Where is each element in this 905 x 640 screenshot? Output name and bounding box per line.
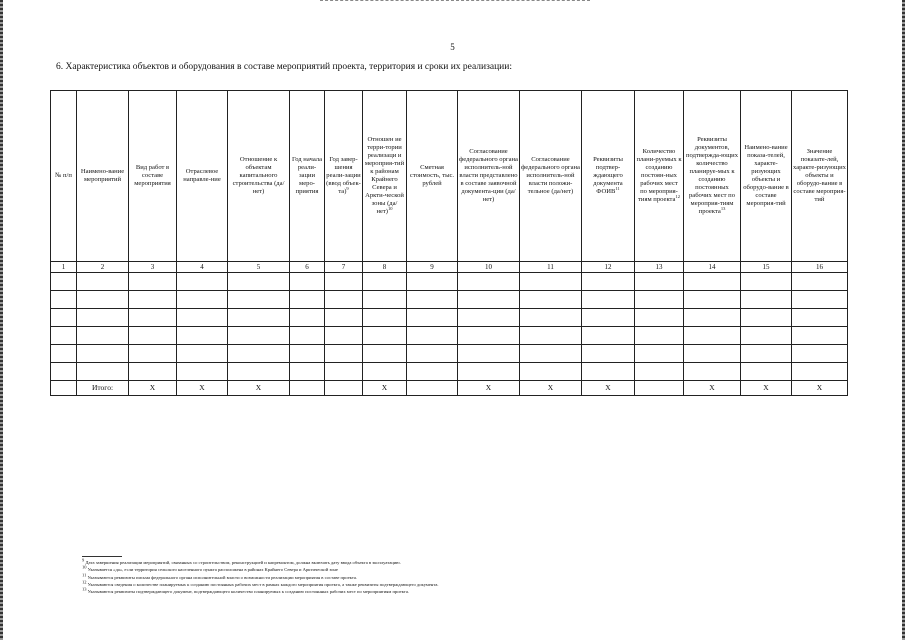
table-cell	[290, 327, 325, 345]
table-cell	[228, 345, 290, 363]
table-cell	[520, 273, 582, 291]
footnote-text: Указывается «да», если территория сельского населенного пункта расположена в районах Крайнего Севера и Арктической зоне	[87, 567, 338, 573]
table-cell	[635, 309, 684, 327]
table-row	[51, 273, 848, 291]
column-header-text: Количество плани-руемых к созданию постоян-ных рабочих мест по мероприя-тиям проекта	[636, 147, 682, 204]
table-cell	[582, 327, 635, 345]
column-header	[520, 91, 582, 262]
column-number-cell: 8	[363, 262, 407, 273]
footnote	[82, 566, 782, 573]
footnote-ref: 9	[346, 185, 349, 191]
table-cell	[684, 345, 741, 363]
column-header	[741, 91, 792, 262]
column-number-cell: 4	[177, 262, 228, 273]
footnote-mark: 13	[82, 586, 87, 592]
total-cell: Х	[792, 381, 848, 396]
table-cell	[635, 345, 684, 363]
table-cell	[290, 273, 325, 291]
column-header-text: Согласование федерального органа исполнитель-ной власти положи-тельное (да/нет)	[521, 155, 580, 196]
table-cell	[741, 363, 792, 381]
table-cell	[228, 363, 290, 381]
table-cell	[635, 291, 684, 309]
table-cell	[582, 309, 635, 327]
column-number-row	[51, 262, 848, 273]
table-cell	[458, 273, 520, 291]
table-cell	[792, 309, 848, 327]
footnote	[82, 574, 782, 581]
column-header-text: Наимено-вание показа-телей, характе-ризующих объекты и оборудо-вание в составе мероприя-тий	[743, 143, 789, 208]
table-cell	[290, 363, 325, 381]
table-cell	[290, 345, 325, 363]
column-number-cell: 5	[228, 262, 290, 273]
table-cell	[684, 327, 741, 345]
table-cell	[51, 345, 77, 363]
table-cell	[77, 363, 129, 381]
table-cell	[228, 291, 290, 309]
column-header-text: Значение показате-лей, характе-ризующих объекты и оборудо-вание в составе мероприя-тий	[793, 147, 846, 204]
table-cell	[290, 309, 325, 327]
page-edge-top	[320, 0, 590, 2]
table-cell	[458, 327, 520, 345]
table-cell	[325, 363, 363, 381]
table-cell	[129, 291, 177, 309]
total-cell: Х	[228, 381, 290, 396]
table-cell	[520, 345, 582, 363]
total-cell: Х	[177, 381, 228, 396]
column-header-text: Вид работ в составе мероприятия	[134, 163, 171, 188]
table-cell	[741, 291, 792, 309]
table-cell	[520, 363, 582, 381]
table-cell	[520, 309, 582, 327]
table-cell	[635, 273, 684, 291]
table-cell	[228, 273, 290, 291]
table-cell	[51, 327, 77, 345]
footnotes	[82, 559, 782, 595]
column-header	[458, 91, 520, 262]
table-header-row	[51, 91, 848, 262]
footnote	[82, 559, 782, 566]
table-cell	[684, 291, 741, 309]
table-cell	[325, 327, 363, 345]
column-header	[228, 91, 290, 262]
column-header	[77, 91, 129, 262]
total-cell: Х	[582, 381, 635, 396]
table-cell	[177, 291, 228, 309]
total-cell: Итого:	[77, 381, 129, 396]
table-row	[51, 309, 848, 327]
footnote-mark: 11	[82, 572, 87, 578]
table-cell	[77, 327, 129, 345]
column-header	[290, 91, 325, 262]
table-cell	[582, 363, 635, 381]
footnote-ref: 11	[615, 185, 620, 191]
table-cell	[129, 327, 177, 345]
table-cell	[177, 363, 228, 381]
table-cell	[51, 309, 77, 327]
column-number-cell: 1	[51, 262, 77, 273]
column-header	[177, 91, 228, 262]
table-cell	[129, 363, 177, 381]
total-cell: Х	[741, 381, 792, 396]
table-cell	[325, 291, 363, 309]
column-number-cell: 11	[520, 262, 582, 273]
table-cell	[792, 273, 848, 291]
table-cell	[325, 345, 363, 363]
column-header-text: Согласование федерального органа исполнитель-ной власти представлено в составе заявочной документа-ции (да/нет)	[459, 147, 518, 204]
column-header	[792, 91, 848, 262]
table-cell	[458, 345, 520, 363]
total-cell: Х	[684, 381, 741, 396]
column-number-cell: 15	[741, 262, 792, 273]
table-cell	[582, 345, 635, 363]
column-number-cell: 13	[635, 262, 684, 273]
table-cell	[325, 309, 363, 327]
column-number-cell: 10	[458, 262, 520, 273]
table-cell	[407, 273, 458, 291]
table-cell	[407, 291, 458, 309]
column-number-cell: 14	[684, 262, 741, 273]
column-number-cell: 16	[792, 262, 848, 273]
table-cell	[363, 345, 407, 363]
table-cell	[51, 273, 77, 291]
table-cell	[363, 363, 407, 381]
table-cell	[51, 363, 77, 381]
table-cell	[520, 327, 582, 345]
column-header-text: Отношен ие терри-тории реализаци и мероприя-тий к районам Крайнего Севера и Аркти-ческой зоны (да/нет)	[364, 135, 405, 216]
table-cell	[458, 291, 520, 309]
table-cell	[290, 291, 325, 309]
footnote	[82, 581, 782, 588]
footnote-text: Дата завершения реализации мероприятий, связанных со строительством, реконструкцией и капремонтом, должна включать дату ввода объекта в эксплуатацию.	[85, 560, 401, 565]
table-row	[51, 327, 848, 345]
total-cell: Х	[458, 381, 520, 396]
column-header-text: Год начала реали-зации меро-приятия	[291, 155, 323, 196]
footnote-mark: 9	[82, 557, 85, 563]
table-cell	[741, 345, 792, 363]
footnote-mark: 10	[82, 564, 87, 570]
column-header-text: Реквизиты документов, подтвержда-ющих количество планируе-мых к созданию постоянных рабочих мест по мероприя-тиям проекта	[685, 135, 739, 216]
column-header-text: Отраслевое направле-ние	[183, 167, 221, 183]
footnote-ref: 12	[675, 193, 680, 199]
column-number-cell: 12	[582, 262, 635, 273]
total-cell	[635, 381, 684, 396]
column-header-text: № п/п	[55, 171, 72, 179]
table-cell	[177, 309, 228, 327]
total-cell	[51, 381, 77, 396]
table-cell	[129, 273, 177, 291]
column-header-text: Сметная стоимость, тыс. рублей	[409, 163, 455, 188]
table-cell	[684, 273, 741, 291]
table-cell	[792, 345, 848, 363]
table-cell	[407, 363, 458, 381]
column-header	[51, 91, 77, 262]
column-header	[582, 91, 635, 262]
table-cell	[363, 273, 407, 291]
footnote-ref: 10	[388, 205, 393, 211]
table-cell	[129, 345, 177, 363]
column-header	[407, 91, 458, 262]
table-cell	[792, 363, 848, 381]
table-cell	[458, 309, 520, 327]
total-cell: Х	[363, 381, 407, 396]
column-header-text: Наимено-вание мероприятий	[80, 167, 125, 183]
table-cell	[407, 345, 458, 363]
table-cell	[77, 345, 129, 363]
column-header	[129, 91, 177, 262]
table-cell	[684, 309, 741, 327]
table-cell	[363, 309, 407, 327]
table-cell	[363, 291, 407, 309]
total-cell	[407, 381, 458, 396]
table-cell	[325, 273, 363, 291]
footnote-rule	[82, 556, 122, 557]
table-cell	[635, 363, 684, 381]
total-cell: Х	[129, 381, 177, 396]
table-cell	[51, 291, 77, 309]
table-cell	[792, 291, 848, 309]
total-cell: Х	[520, 381, 582, 396]
footnote-text: Указываются сведения о количестве планируемых к созданию постоянных рабочих мест в рамках каждого мероприятия проекта, а также реквизиты подтверждающего документа.	[87, 581, 439, 587]
table-cell	[77, 273, 129, 291]
table-cell	[407, 327, 458, 345]
table-cell	[684, 363, 741, 381]
table-cell	[792, 327, 848, 345]
table-cell	[407, 309, 458, 327]
column-header-text: Реквизиты подтвер-ждающего документа ФОИВ	[593, 155, 623, 196]
table-cell	[228, 327, 290, 345]
total-row	[51, 381, 848, 396]
table-row	[51, 291, 848, 309]
table-cell	[177, 273, 228, 291]
column-header	[635, 91, 684, 262]
footnote	[82, 588, 782, 595]
table-row	[51, 345, 848, 363]
column-number-cell: 6	[290, 262, 325, 273]
table-cell	[228, 309, 290, 327]
column-header-text: Отношение к объектам капитального строительства (да/нет)	[232, 155, 285, 196]
column-number-cell: 2	[77, 262, 129, 273]
column-header	[325, 91, 363, 262]
table-cell	[129, 309, 177, 327]
table-cell	[363, 327, 407, 345]
table-cell	[77, 291, 129, 309]
total-cell	[325, 381, 363, 396]
footnote-text: Указываются реквизиты подтверждающего документ, подтверждающего количество планируемых к созданию постоянных рабочих мест по мероприятиям проекта.	[87, 589, 410, 595]
table-cell	[635, 327, 684, 345]
table-cell	[177, 345, 228, 363]
column-number-cell: 7	[325, 262, 363, 273]
table-cell	[582, 291, 635, 309]
footnote-text: Указываются реквизиты письма федерального органа исполнительной власти о возможности реализации мероприятия в составе проекта.	[87, 574, 358, 580]
page-edge-left	[0, 0, 3, 640]
column-number-cell: 9	[407, 262, 458, 273]
table-cell	[741, 309, 792, 327]
table-cell	[77, 309, 129, 327]
table-cell	[520, 291, 582, 309]
page-number: 5	[450, 42, 455, 52]
column-number-cell: 3	[129, 262, 177, 273]
table-cell	[177, 327, 228, 345]
table-cell	[458, 363, 520, 381]
total-cell	[290, 381, 325, 396]
column-header	[684, 91, 741, 262]
table-cell	[741, 327, 792, 345]
table-cell	[582, 273, 635, 291]
footnote-mark: 12	[82, 579, 87, 585]
objects-table	[50, 90, 848, 396]
footnote-ref: 13	[720, 205, 726, 211]
section-title: 6. Характеристика объектов и оборудования в составе мероприятий проекта, территория и сроки их реализации:	[56, 62, 512, 72]
table-row	[51, 363, 848, 381]
column-header-text: Год завер-шения реали-зации (ввод объек-та)	[326, 155, 361, 196]
table-cell	[741, 273, 792, 291]
column-header	[363, 91, 407, 262]
